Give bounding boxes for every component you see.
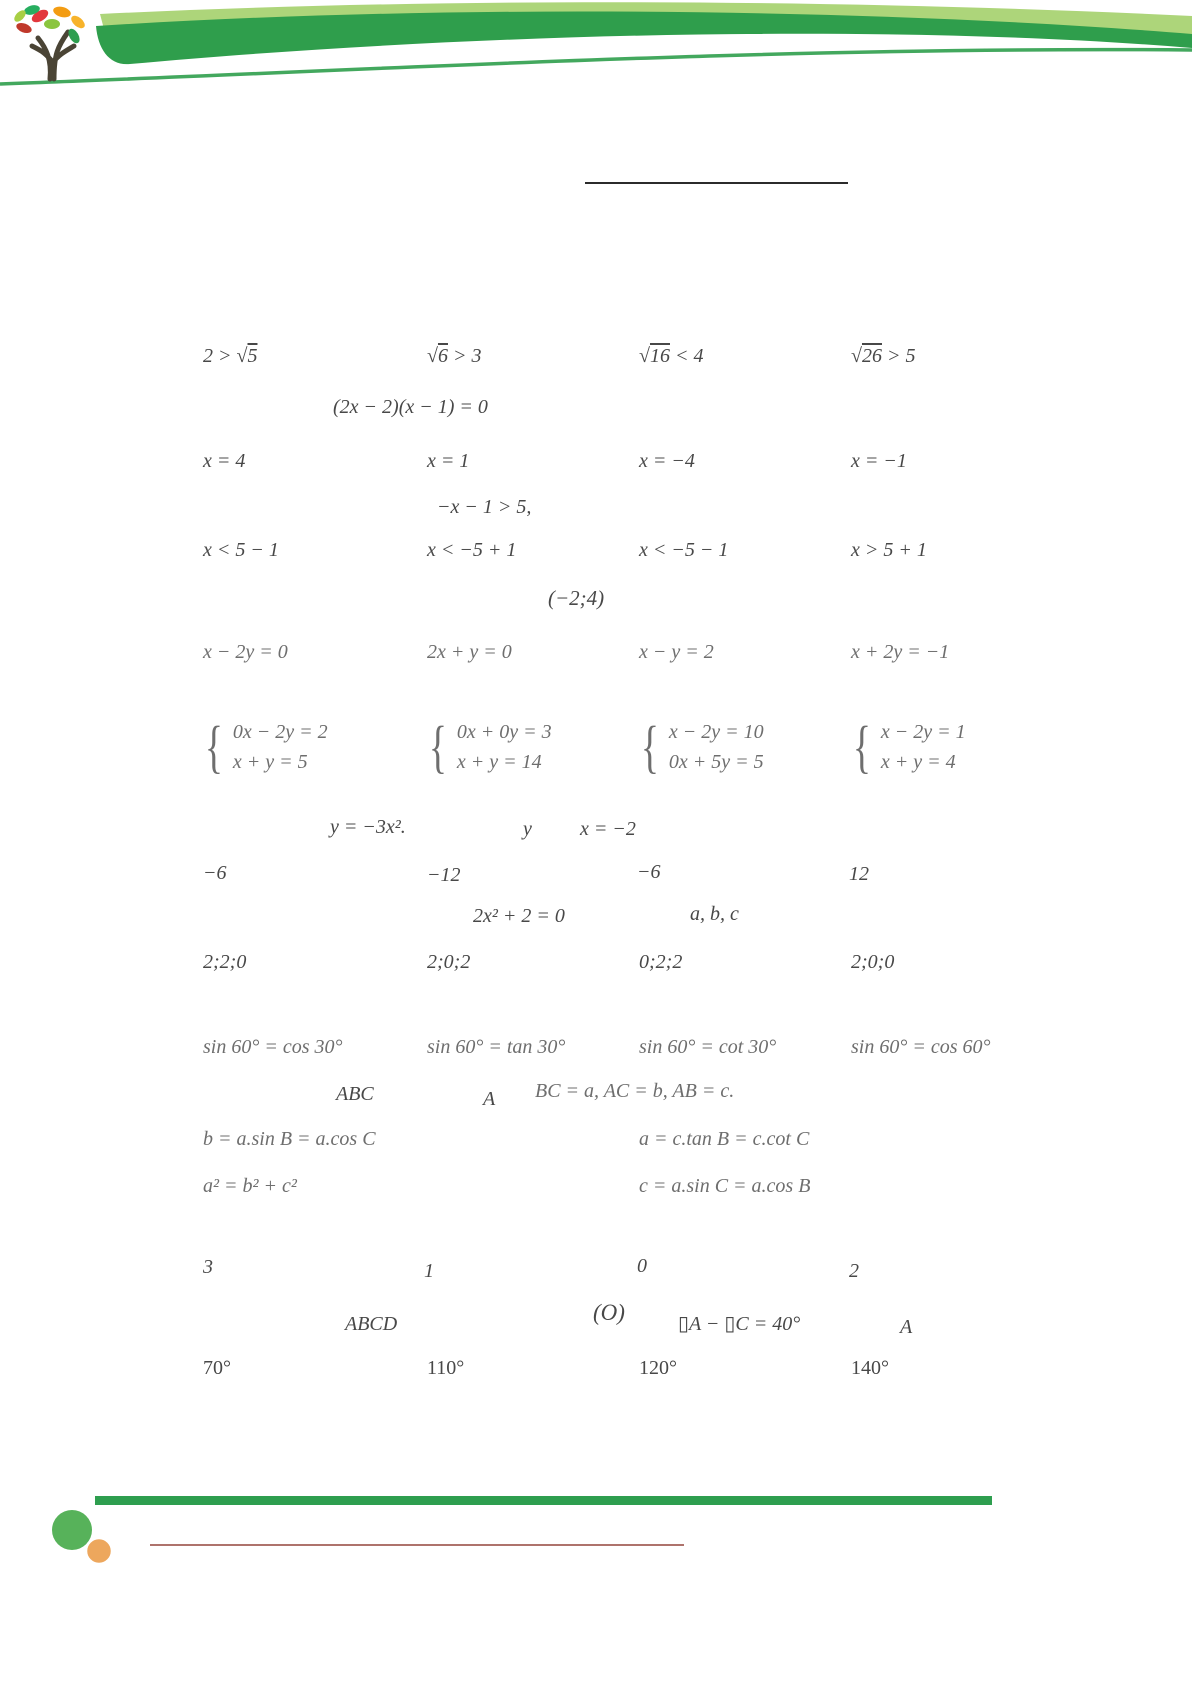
sqrt-glyph: √: [427, 345, 438, 367]
option-cell: 120°: [639, 1357, 677, 1379]
option-cell: −12: [427, 864, 461, 886]
formula-text: b = a.sin B = a.cos C: [203, 1128, 376, 1150]
question-stem: y: [523, 818, 532, 840]
system-option: [200, 716, 328, 778]
option-cell: 0: [637, 1255, 647, 1277]
option-cell: x = −1: [851, 450, 907, 472]
system-option: [424, 716, 552, 778]
question-stem: y = −3x².: [330, 816, 406, 838]
question-stem: (−2;4): [548, 586, 605, 610]
system-line: 0x − 2y = 2: [232, 720, 328, 743]
radicand: 6: [437, 345, 448, 367]
title-underline: [585, 182, 848, 184]
radicand: 5: [247, 345, 258, 367]
radicand: 16: [649, 345, 670, 367]
sqrt-glyph: √: [851, 345, 862, 367]
sqrt-glyph: √: [236, 345, 248, 367]
sqrt-glyph: √: [639, 345, 650, 367]
option-cell: 0;2;2: [639, 951, 683, 973]
question-stem: a, b, c: [690, 903, 739, 925]
option-cell: [427, 345, 481, 368]
math-text: 2 >: [203, 345, 237, 367]
footer-rule: [150, 1544, 684, 1546]
brace-glyph: {: [204, 714, 223, 779]
question-stem: (O): [593, 1300, 625, 1325]
option-cell: 140°: [851, 1357, 889, 1379]
option-cell: x < 5 − 1: [203, 539, 279, 561]
question-stem: BC = a, AC = b, AB = c.: [535, 1080, 735, 1102]
system-line: x + y = 4: [880, 750, 956, 773]
system-line: x − 2y = 1: [880, 720, 966, 743]
option-cell: 2;2;0: [203, 951, 247, 973]
option-cell: 2;0;2: [427, 951, 471, 973]
option-cell: 2: [849, 1260, 859, 1282]
option-cell: 2x + y = 0: [427, 641, 512, 663]
question-stem: −x − 1 > 5,: [437, 496, 532, 518]
option-cell: [851, 345, 915, 368]
option-cell: x = −4: [639, 450, 695, 472]
option-cell: x = 1: [427, 450, 470, 472]
option-cell: 2;0;0: [851, 951, 895, 973]
math-text: < 4: [669, 345, 704, 367]
system-line: x + y = 14: [456, 750, 542, 773]
system-line: 0x + 0y = 3: [456, 720, 552, 743]
option-cell: sin 60° = cos 30°: [203, 1036, 343, 1058]
option-cell: x − 2y = 0: [203, 641, 288, 663]
question-stem: A: [900, 1316, 913, 1338]
system-line: 0x + 5y = 5: [668, 750, 764, 773]
option-cell: 3: [203, 1256, 213, 1278]
option-cell: 70°: [203, 1357, 231, 1379]
system-option: [848, 716, 966, 778]
option-cell: −6: [203, 862, 227, 884]
system-option: [636, 716, 764, 778]
header-swoosh: [0, 0, 1192, 120]
footer-logo: [48, 1506, 120, 1570]
tree-logo: [12, 2, 98, 82]
option-cell: x < −5 + 1: [427, 539, 517, 561]
option-cell: [639, 345, 703, 368]
option-cell: 12: [849, 863, 869, 885]
option-cell: 110°: [427, 1357, 465, 1379]
math-text: > 3: [447, 345, 482, 367]
option-cell: [203, 345, 257, 368]
math-text: > 5: [881, 345, 916, 367]
question-stem: ▯A − ▯C = 40°: [678, 1313, 801, 1335]
option-cell: −6: [637, 861, 661, 883]
system-line: x − 2y = 10: [668, 720, 764, 743]
formula-text: c = a.sin C = a.cos B: [639, 1175, 811, 1197]
formula-text: a² = b² + c²: [203, 1175, 297, 1197]
question-stem: A: [483, 1088, 496, 1110]
brace-glyph: {: [852, 714, 871, 779]
option-cell: x > 5 + 1: [851, 539, 927, 561]
brace-glyph: {: [428, 714, 447, 779]
option-cell: x = 4: [203, 450, 246, 472]
option-cell: sin 60° = cot 30°: [639, 1036, 777, 1058]
formula-text: a = c.tan B = c.cot C: [639, 1128, 810, 1150]
radicand: 26: [861, 345, 882, 367]
question-stem: 2x² + 2 = 0: [473, 905, 565, 927]
option-cell: x < −5 − 1: [639, 539, 729, 561]
question-stem: x = −2: [580, 818, 636, 840]
option-cell: x − y = 2: [639, 641, 714, 663]
brace-glyph: {: [640, 714, 659, 779]
option-cell: sin 60° = tan 30°: [427, 1036, 566, 1058]
option-cell: x + 2y = −1: [851, 641, 950, 663]
option-cell: sin 60° = cos 60°: [851, 1036, 991, 1058]
question-stem: (2x − 2)(x − 1) = 0: [333, 396, 488, 418]
footer-bar: [95, 1496, 992, 1505]
system-line: x + y = 5: [232, 750, 308, 773]
question-stem: ABC: [336, 1083, 374, 1105]
option-cell: 1: [424, 1260, 434, 1282]
question-stem: ABCD: [345, 1313, 398, 1335]
